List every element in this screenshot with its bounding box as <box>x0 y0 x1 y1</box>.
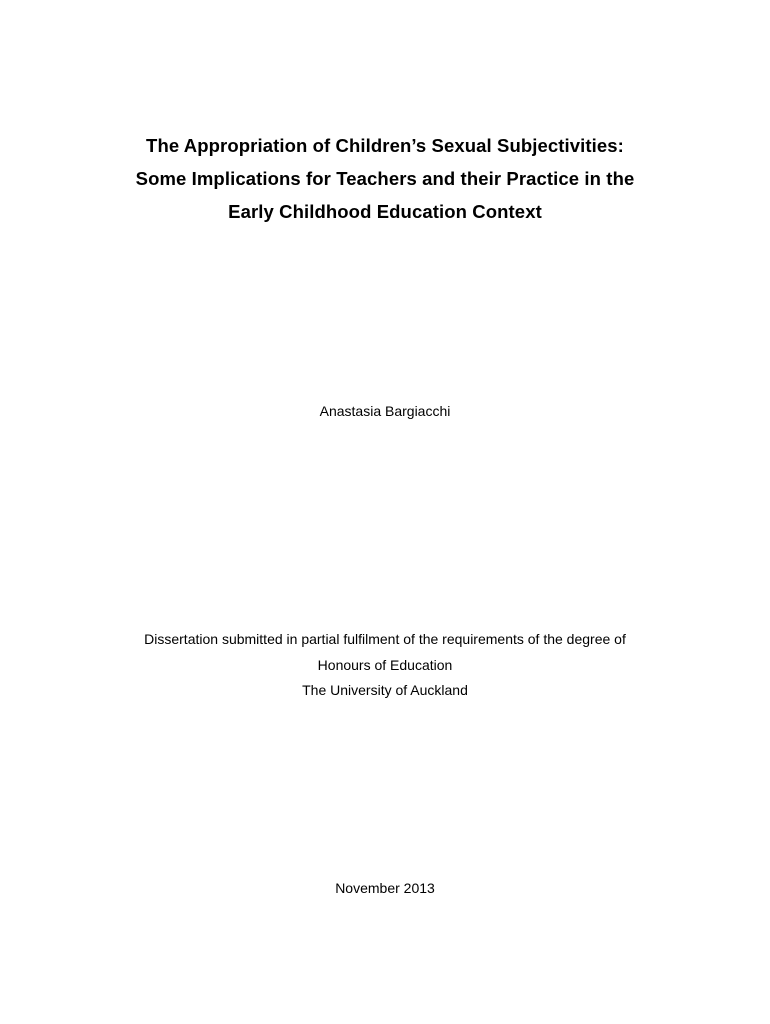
author-name: Anastasia Bargiacchi <box>319 403 451 419</box>
submission-statement <box>0 627 770 704</box>
date-section <box>0 879 770 897</box>
submission-line-1: Dissertation submitted in partial fulfilment of the requirements of the degree of <box>144 631 626 647</box>
dissertation-title <box>0 129 770 228</box>
title-line-3: Early Childhood Education Context <box>228 201 542 222</box>
degree-name: Honours of Education <box>317 656 453 673</box>
title-line-2: Some Implications for Teachers and their Practice in the <box>135 168 635 189</box>
university-name: The University of Auckland <box>302 682 468 698</box>
submission-date: November 2013 <box>335 880 435 896</box>
author-section <box>0 402 770 420</box>
title-line-1: The Appropriation of Children’s Sexual Subjectivities: <box>146 135 624 156</box>
